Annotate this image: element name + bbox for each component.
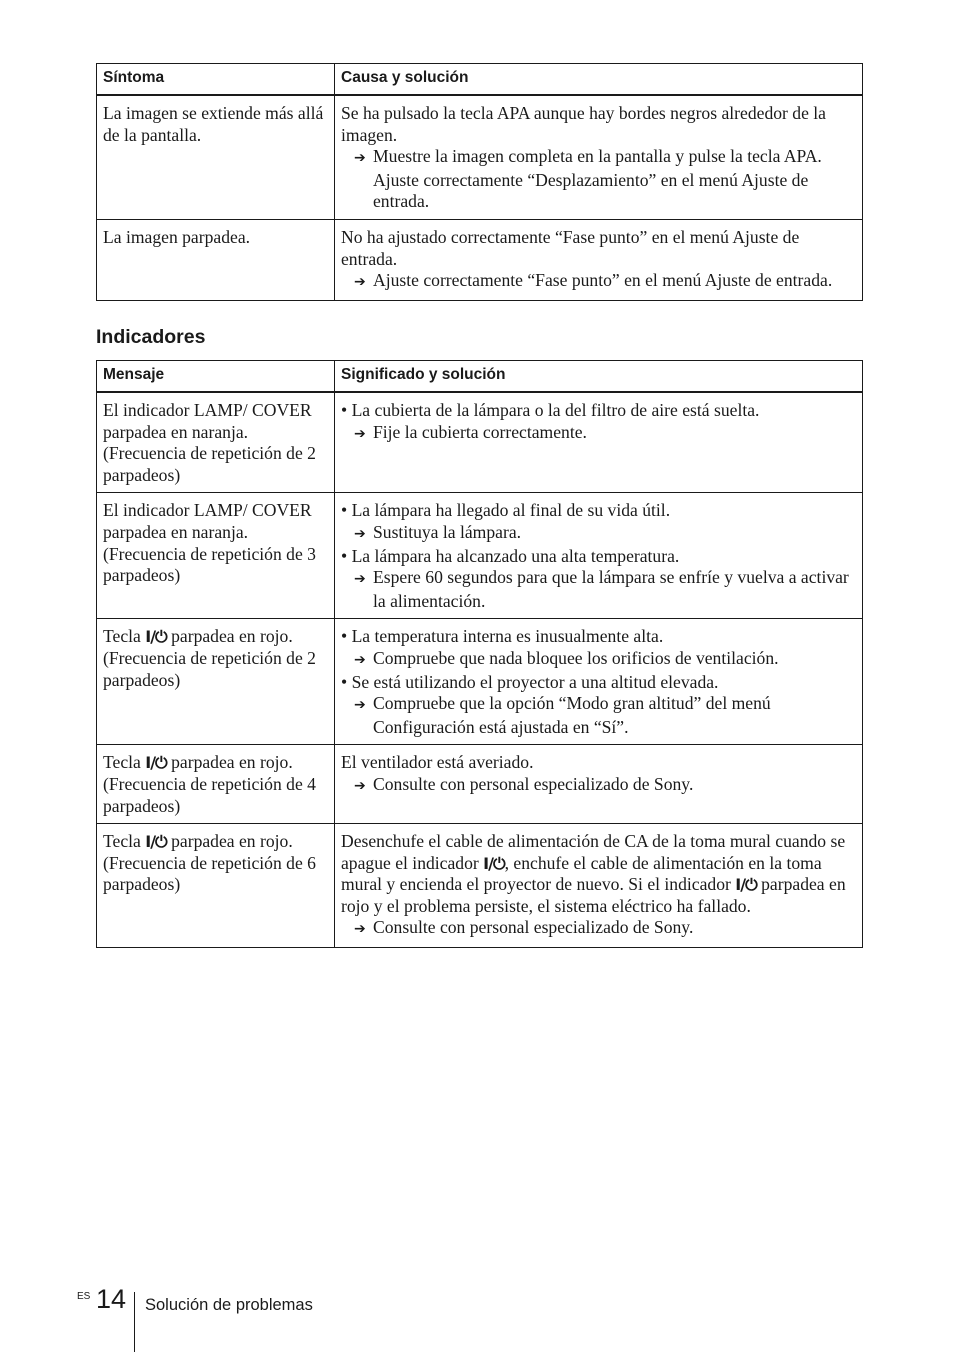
table-row (97, 824, 863, 948)
cause-cell (335, 219, 863, 300)
power-icon: I/⏻ (145, 627, 167, 647)
bullet-item: • La lámpara ha alcanzado una alta temperatura. (341, 545, 680, 566)
solution-line (341, 270, 856, 294)
solution-line (341, 146, 856, 213)
table-row (97, 219, 863, 300)
meaning-cell (335, 745, 863, 824)
solution-line: ➔ Consulte con personal especializado de Sony. (341, 774, 856, 798)
section-heading: Indicadores (96, 326, 206, 348)
message-cell: El indicador LAMP/ COVER parpadea en naranja. (Frecuencia de repetición de 3 parpadeos) (97, 493, 335, 619)
arrow-icon: ➔ (354, 150, 366, 167)
bullet-item: • Se está utilizando el proyector a una altitud elevada. (341, 671, 719, 692)
troubleshooting-table (96, 63, 863, 301)
footer-language-code: ES (77, 1291, 91, 1302)
cause-cell (335, 95, 863, 219)
meaning-cell (335, 824, 863, 948)
message-cell: El indicador LAMP/ COVER parpadea en naranja. (Frecuencia de repetición de 2 parpadeos) (97, 392, 335, 493)
cause-text: Se ha pulsado la tecla APA aunque hay bordes negros alrededor de la imagen. (341, 103, 826, 145)
header-message: Mensaje (97, 361, 335, 393)
bullet-item: • La cubierta de la lámpara o la del filtro de aire está suelta. (341, 400, 760, 420)
arrow-icon: ➔ (354, 274, 366, 291)
arrow-icon: ➔ (354, 651, 366, 668)
header-meaning: Significado y solución (335, 361, 863, 393)
cause-text: El ventilador está averiado. (341, 752, 534, 773)
power-icon: I/⏻ (145, 753, 167, 773)
table-row (97, 619, 863, 745)
arrow-icon: ➔ (354, 425, 366, 442)
cause-text: Desenchufe el cable de alimentación de CA de la toma mural cuando se apague el indicador I/⏻, enchufe el cable de alimentación en la toma mural y encienda el proyector de nuevo. Si el indicador I/⏻ parpadea en rojo y el problema persiste, el sistema eléctrico ha fallado. (341, 831, 846, 916)
table-row (97, 95, 863, 219)
solution-text: Muestre la imagen completa en la pantalla y pulse la tecla APA. Ajuste correctamente “Desplazamiento” en el menú Ajuste de entrada. (373, 146, 822, 212)
header-symptom: Síntoma (97, 64, 335, 96)
message-cell: Tecla I/⏻ parpadea en rojo. (Frecuencia de repetición de 4 parpadeos) (97, 745, 335, 824)
solution-line: ➔ Sustituya la lámpara. (341, 522, 856, 546)
table-row (97, 493, 863, 619)
meaning-cell (335, 619, 863, 745)
footer-divider (134, 1292, 135, 1352)
meaning-cell (335, 493, 863, 619)
bullet-item: • La lámpara ha llegado al final de su vida útil. (341, 500, 671, 521)
solution-line: ➔ Compruebe que nada bloquee los orificios de ventilación. (341, 648, 856, 672)
meaning-cell (335, 392, 863, 493)
table-row (97, 745, 863, 824)
arrow-icon: ➔ (354, 525, 366, 542)
solution-text: Ajuste correctamente “Fase punto” en el menú Ajuste de entrada. (373, 270, 833, 291)
arrow-icon: ➔ (354, 571, 366, 588)
solution-line: ➔ Consulte con personal especializado de Sony. (341, 917, 856, 941)
bullet-item: • La temperatura interna es inusualmente alta. (341, 626, 664, 647)
symptom-cell: La imagen se extiende más allá de la pantalla. (97, 95, 335, 219)
indicators-table (96, 360, 863, 948)
table-row (97, 392, 863, 493)
arrow-icon: ➔ (354, 697, 366, 714)
arrow-icon: ➔ (354, 777, 366, 794)
symptom-cell: La imagen parpadea. (97, 219, 335, 300)
cause-text: No ha ajustado correctamente “Fase punto” en el menú Ajuste de entrada. (341, 226, 800, 269)
message-cell: Tecla I/⏻ parpadea en rojo. (Frecuencia de repetición de 6 parpadeos) (97, 824, 335, 948)
power-icon: I/⏻ (145, 832, 167, 852)
power-icon: I/⏻ (483, 853, 505, 873)
message-cell: Tecla I/⏻ parpadea en rojo. (Frecuencia de repetición de 2 parpadeos) (97, 619, 335, 745)
arrow-icon: ➔ (354, 921, 366, 938)
solution-line: ➔ Espere 60 segundos para que la lámpara se enfríe y vuelva a activar la alimentación. (354, 567, 849, 611)
page-number: 14 (96, 1284, 127, 1314)
header-cause: Causa y solución (335, 64, 863, 96)
power-icon: I/⏻ (735, 875, 757, 895)
solution-line: ➔ Fije la cubierta correctamente. (341, 422, 856, 446)
solution-line: ➔ Compruebe que la opción “Modo gran altitud” del menú Configuración está ajustada en “Sí”. (354, 693, 771, 737)
footer-section-title: Solución de problemas (145, 1296, 313, 1314)
